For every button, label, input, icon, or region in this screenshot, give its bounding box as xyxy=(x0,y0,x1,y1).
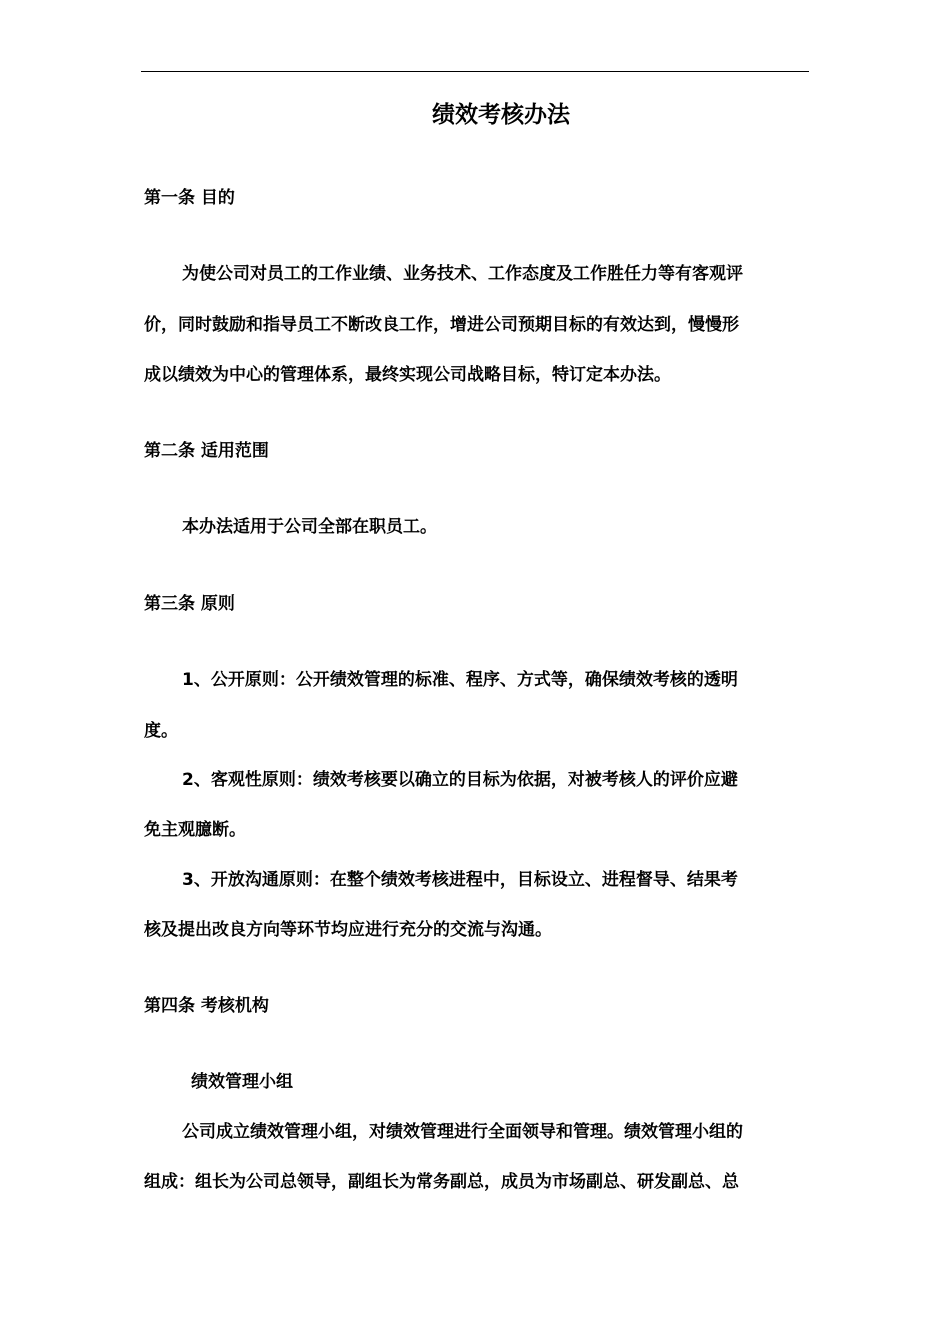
paragraph-line: 为使公司对员工的工作业绩、业务技术、工作态度及工作胜任力等有客观评 xyxy=(182,264,743,284)
document-title: 绩效考核办法 xyxy=(432,102,570,128)
section-heading-scope: 第二条 适用范围 xyxy=(144,441,269,461)
paragraph-line: 免主观臆断。 xyxy=(144,820,246,840)
section-heading-organization: 第四条 考核机构 xyxy=(144,996,269,1016)
subheading-performance-group: 绩效管理小组 xyxy=(191,1072,293,1092)
paragraph-line: 度。 xyxy=(144,721,178,741)
paragraph-line: 组成：组长为公司总领导，副组长为常务副总，成员为市场副总、研发副总、总 xyxy=(144,1172,739,1192)
paragraph-line: 1、公开原则：公开绩效管理的标准、程序、方式等，确保绩效考核的透明 xyxy=(182,670,738,690)
paragraph-line: 成以绩效为中心的管理体系，最终实现公司战略目标，特订定本办法。 xyxy=(144,365,671,385)
header-rule xyxy=(141,71,809,72)
paragraph-line: 核及提出改良方向等环节均应进行充分的交流与沟通。 xyxy=(144,920,552,940)
section-heading-principles: 第三条 原则 xyxy=(144,594,235,614)
paragraph-line: 本办法适用于公司全部在职员工。 xyxy=(182,517,437,537)
paragraph-line: 2、客观性原则：绩效考核要以确立的目标为依据，对被考核人的评价应避 xyxy=(182,770,738,790)
section-heading-purpose: 第一条 目的 xyxy=(144,188,235,208)
paragraph-line: 价，同时鼓励和指导员工不断改良工作，增进公司预期目标的有效达到，慢慢形 xyxy=(144,315,739,335)
paragraph-line: 3、开放沟通原则：在整个绩效考核进程中，目标设立、进程督导、结果考 xyxy=(182,870,738,890)
paragraph-line: 公司成立绩效管理小组，对绩效管理进行全面领导和管理。绩效管理小组的 xyxy=(182,1122,743,1142)
